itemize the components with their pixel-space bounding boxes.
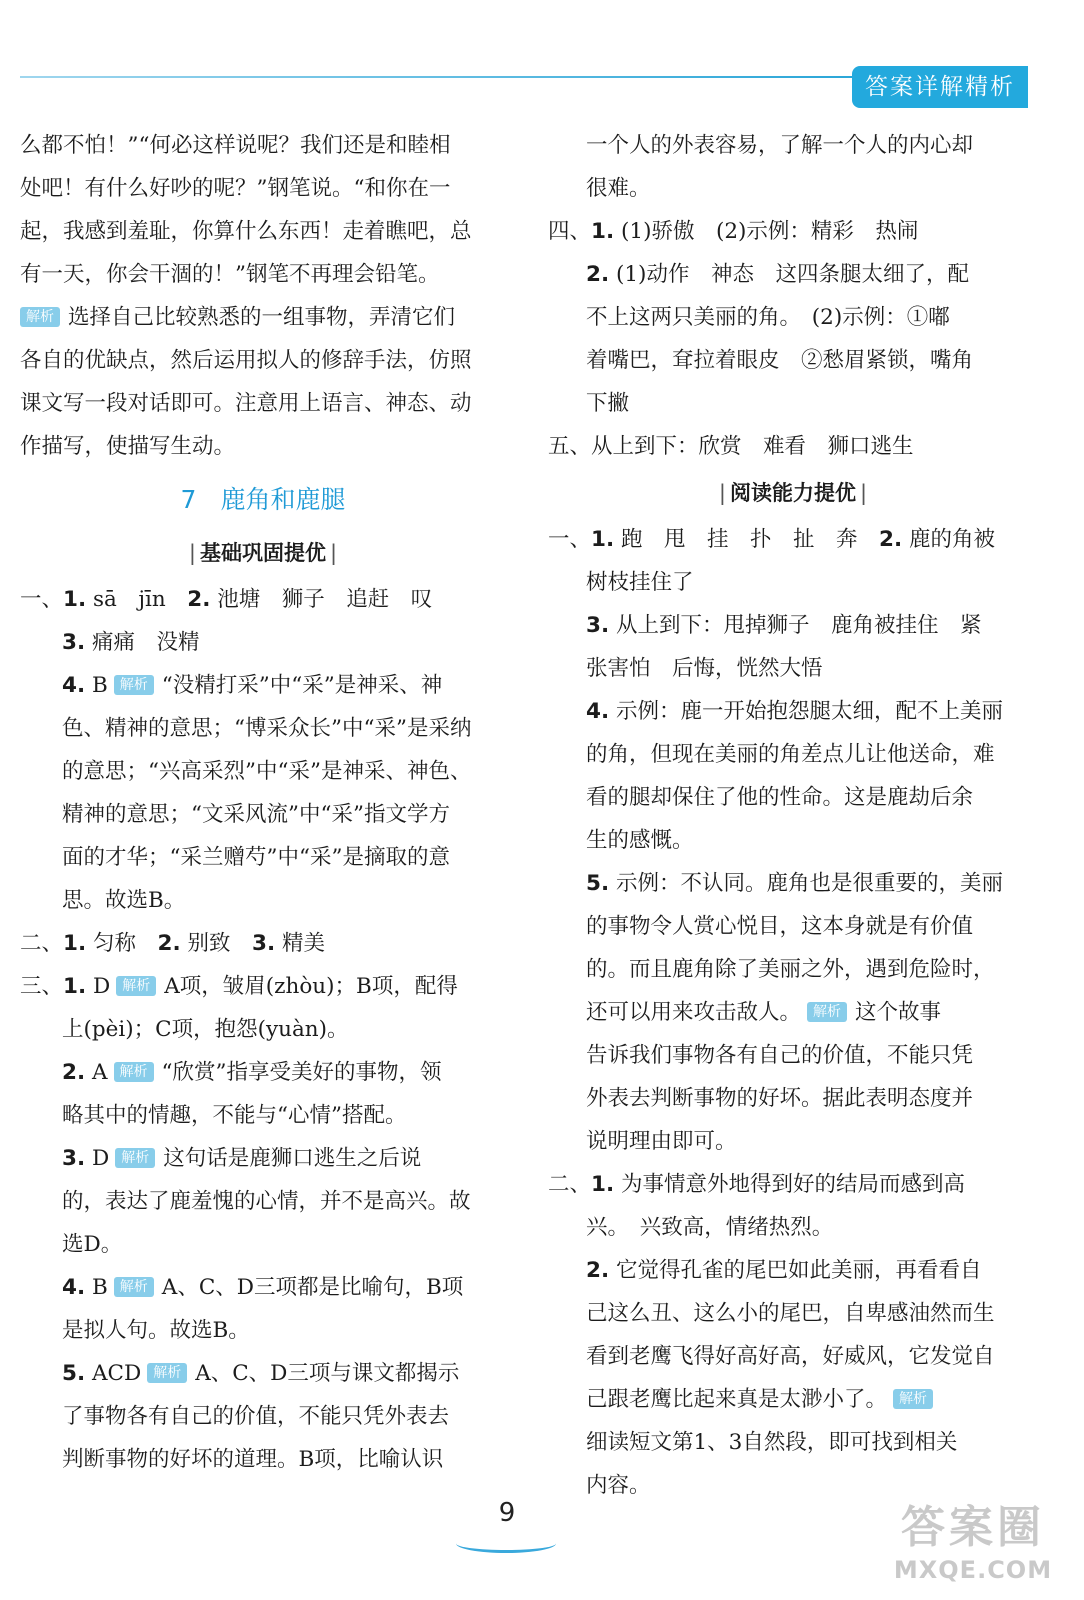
text-line: 的事物令人赏心悦目，这本身就是有价值 xyxy=(586,914,974,939)
section-title: | 基础巩固提优 | xyxy=(188,541,338,565)
answer-line: 3. 痛痛 没精 xyxy=(62,630,200,655)
analysis-tag: 解析 xyxy=(147,1363,187,1383)
text-line: 的意思；“兴高采烈”中“采”是神采、神色、 xyxy=(62,759,472,784)
section-title: | 阅读能力提优 | xyxy=(718,481,868,505)
analysis-line xyxy=(20,296,506,339)
text-line: 的。而且鹿角除了美丽之外，遇到危险时， xyxy=(586,957,995,982)
text-line: 起，我感到羞耻，你算什么东西！走着瞧吧，总 xyxy=(20,219,472,244)
analysis-tag: 解析 xyxy=(893,1389,933,1409)
text-line: 面的才华；“采兰赠芍”中“采”是摘取的意 xyxy=(62,845,450,870)
text-line: 精神的意思；“文采风流”中“采”指文学方 xyxy=(62,802,450,827)
analysis-tag: 解析 xyxy=(115,1148,155,1168)
text-line: 作描写，使描写生动。 xyxy=(20,434,236,459)
answer-line: 还可以用来攻击敌人。 解析 这个故事 xyxy=(586,1000,942,1025)
text-line: 各自的优缺点，然后运用拟人的修辞手法，仿照 xyxy=(20,348,472,373)
analysis-tag: 解析 xyxy=(114,1062,154,1082)
answer-line: 5. ACD 解析 A、C、D三项与课文都揭示 xyxy=(62,1361,460,1386)
analysis-tag: 解析 xyxy=(116,976,156,996)
text-line: 不上这两只美丽的角。 (2)示例：①嘟 xyxy=(586,305,950,330)
text-line: 细读短文第1、3自然段，即可找到相关 xyxy=(586,1430,958,1455)
text-line: 看的腿却保住了他的性命。这是鹿劫后余 xyxy=(586,785,974,810)
page-number: 9 xyxy=(498,1498,516,1528)
watermark-logo xyxy=(878,1500,1068,1590)
header-badge: 答案详解精析 xyxy=(852,66,1028,108)
text-line: 很难。 xyxy=(586,176,651,201)
answer-line: 4. B 解析 A、C、D三项都是比喻句，B项 xyxy=(62,1275,464,1300)
text-line: 处吧！有什么好吵的呢？”钢笔说。“和你在一 xyxy=(20,176,451,201)
text-line: 张害怕 后悔，恍然大悟 xyxy=(586,656,823,681)
text-line: 着嘴巴，耷拉着眼皮 ②愁眉紧锁，嘴角 xyxy=(586,348,974,373)
answer-line: 己跟老鹰比起来真是太渺小了。 解析 xyxy=(548,1378,1038,1421)
answer-line: 二、1. 匀称 2. 别致 3. 精美 xyxy=(20,931,326,956)
answer-line: 4. 示例：鹿一开始抱怨腿太细，配不上美丽 xyxy=(586,699,1003,724)
answer-line: 3. D 解析 这句话是鹿狮口逃生之后说 xyxy=(62,1146,422,1171)
text-line: 了事物各有自己的价值，不能只凭外表去 xyxy=(62,1404,450,1429)
text-line: 有一天，你会干涸的！”钢笔不再理会铅笔。 xyxy=(20,262,440,287)
watermark-top: 答案圈 xyxy=(901,1502,1045,1553)
answer-line: 二、1. 为事情意外地得到好的结局而感到高 xyxy=(548,1172,966,1197)
text-line: 下撇 xyxy=(586,391,630,416)
text-line: 是拟人句。故选B。 xyxy=(62,1318,250,1343)
text-line: 判断事物的好坏的道理。B项，比喻认识 xyxy=(62,1447,444,1472)
text-line: 说明理由即可。 xyxy=(586,1129,737,1154)
text-line: 树枝挂住了 xyxy=(586,570,694,595)
text-line: 一个人的外表容易，了解一个人的内心却 xyxy=(586,133,974,158)
text-line: 略其中的情趣，不能与“心情”搭配。 xyxy=(62,1103,407,1128)
text-line: 选D。 xyxy=(62,1232,123,1257)
text-line: 兴。 兴致高，情绪热烈。 xyxy=(586,1215,834,1240)
text-line: 课文写一段对话即可。注意用上语言、神态、动 xyxy=(20,391,472,416)
text-line: 外表去判断事物的好坏。据此表明态度并 xyxy=(586,1086,974,1111)
analysis-tag: 解析 xyxy=(114,1277,154,1297)
text-line: 么都不怕！”“何必这样说呢？我们还是和睦相 xyxy=(20,133,451,158)
lesson-title xyxy=(20,472,506,528)
text-line: 告诉我们事物各有自己的价值，不能只凭 xyxy=(586,1043,974,1068)
answer-line: 2. 它觉得孔雀的尾巴如此美丽，再看看自 xyxy=(586,1258,982,1283)
text-line: 己这么丑、这么小的尾巴，自卑感油然而生 xyxy=(586,1301,995,1326)
analysis-tag: 解析 xyxy=(20,307,60,327)
text-line: 的，表达了鹿羞愧的心情，并不是高兴。故 xyxy=(62,1189,471,1214)
answer-line: 一、1. sā jīn 2. 池塘 狮子 追赶 叹 xyxy=(20,587,433,612)
answer-line: 一、1. 跑 甩 挂 扑 扯 奔 2. 鹿的角被 xyxy=(548,527,996,552)
text-line: 内容。 xyxy=(586,1473,651,1498)
text-line: 看到老鹰飞得好高好高，好威风，它发觉自 xyxy=(586,1344,995,1369)
right-column xyxy=(548,124,1038,1507)
answer-line: 4. B 解析 “没精打采”中“采”是神采、神 xyxy=(62,673,443,698)
answer-line: 5. 示例：不认同。鹿角也是很重要的，美丽 xyxy=(586,871,1003,896)
analysis-tag: 解析 xyxy=(114,675,154,695)
header-rule xyxy=(20,76,860,78)
left-column xyxy=(20,124,506,1481)
analysis-text: 选择自己比较熟悉的一组事物，弄清它们 xyxy=(68,305,456,330)
page-number-arc xyxy=(456,1534,556,1553)
lesson-name: 鹿角和鹿腿 xyxy=(220,485,346,514)
answer-line: 3. 从上到下：甩掉狮子 鹿角被挂住 紧 xyxy=(586,613,982,638)
text-line: 色、精神的意思；“博采众长”中“采”是采纳 xyxy=(62,716,472,741)
answer-line: 五、从上到下：欣赏 难看 狮口逃生 xyxy=(548,434,914,459)
analysis-tag: 解析 xyxy=(807,1002,847,1022)
text-line: 思。故选B。 xyxy=(62,888,186,913)
text-line: 上(pèi)；C项，抱怨(yuàn)。 xyxy=(62,1017,349,1042)
answer-line: 2. (1)动作 神态 这四条腿太细了，配 xyxy=(586,262,969,287)
lesson-number: 7 xyxy=(180,485,197,514)
text-line: 生的感慨。 xyxy=(586,828,694,853)
watermark-bottom: MXQE.COM xyxy=(893,1556,1053,1584)
text-line: 的角，但现在美丽的角差点儿让他送命，难 xyxy=(586,742,995,767)
answer-line: 三、1. D 解析 A项，皱眉(zhòu)；B项，配得 xyxy=(20,974,458,999)
answer-line: 四、1. (1)骄傲 (2)示例：精彩 热闹 xyxy=(548,219,919,244)
answer-line: 2. A 解析 “欣赏”指享受美好的事物，领 xyxy=(62,1060,442,1085)
